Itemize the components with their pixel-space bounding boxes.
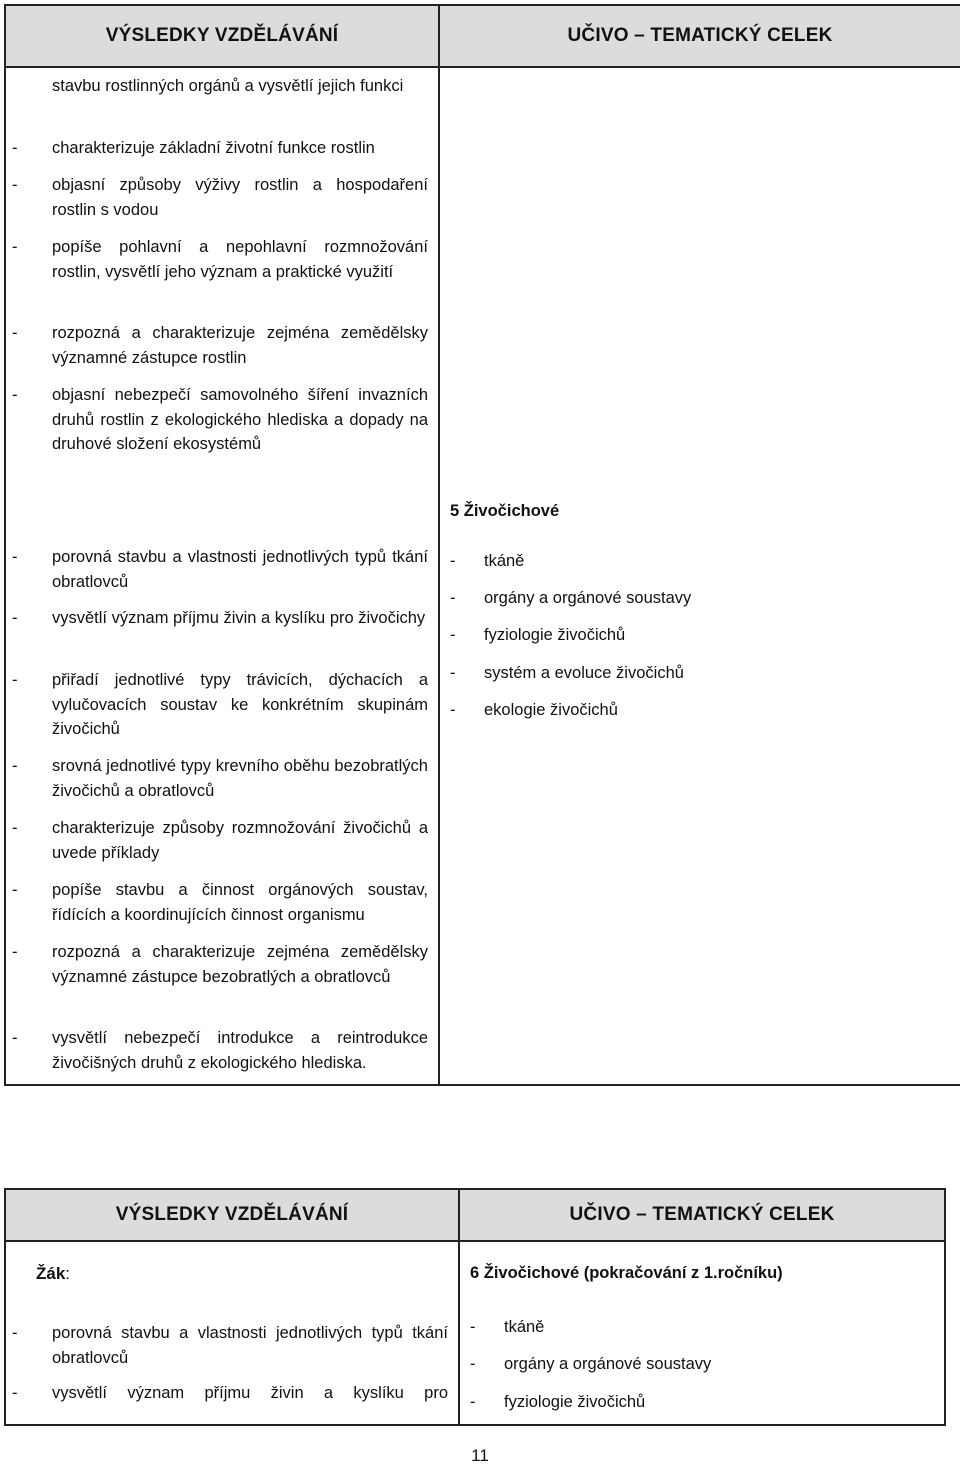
list-item: - charakterizuje základní životní funkce rostlin bbox=[12, 139, 375, 157]
topic-item: - tkáně bbox=[470, 1318, 545, 1336]
curriculum-topic-cell bbox=[439, 67, 960, 1085]
list-item: - srovná jednotlivé typy krevního oběhu bezobratlých živočichů a obratlovců bbox=[12, 757, 428, 800]
header-learning-outcomes: VÝSLEDKY VZDĚLÁVÁNÍ bbox=[5, 5, 439, 67]
list-item: stavbu rostlinných orgánů a vysvětlí jejich funkci bbox=[52, 77, 404, 95]
curriculum-table-2 bbox=[4, 1188, 946, 1426]
learning-outcomes-cell bbox=[5, 1241, 459, 1425]
header-learning-outcomes: VÝSLEDKY VZDĚLÁVÁNÍ bbox=[5, 1189, 459, 1241]
topic-item: - orgány a orgánové soustavy bbox=[450, 589, 692, 607]
topic-item: - orgány a orgánové soustavy bbox=[470, 1355, 712, 1373]
header-curriculum-topic: UČIVO – TEMATICKÝ CELEK bbox=[459, 1189, 945, 1241]
list-item: - vysvětlí nebezpečí introdukce a reintrodukce živočišných druhů z ekologického hlediska. bbox=[12, 1029, 428, 1072]
list-item: - rozpozná a charakterizuje zejména zemědělsky významné zástupce bezobratlých a obratlovců bbox=[12, 943, 428, 986]
list-item: - porovná stavbu a vlastnosti jednotlivých typů tkání obratlovců bbox=[12, 1324, 448, 1367]
curriculum-topic-cell bbox=[459, 1241, 945, 1425]
list-item: - vysvětlí význam příjmu živin a kyslíku pro bbox=[12, 1384, 448, 1402]
header-curriculum-topic: UČIVO – TEMATICKÝ CELEK bbox=[439, 5, 960, 67]
list-item: - popíše pohlavní a nepohlavní rozmnožování rostlin, vysvětlí jeho význam a praktické využití bbox=[12, 238, 428, 281]
list-item: - porovná stavbu a vlastnosti jednotlivých typů tkání obratlovců bbox=[12, 548, 428, 591]
section-title: 5 Živočichové bbox=[450, 502, 560, 520]
student-label: Žák: bbox=[36, 1264, 71, 1283]
topic-item: - tkáně bbox=[450, 552, 525, 570]
page-number: 11 bbox=[471, 1446, 489, 1465]
list-item: - objasní nebezpečí samovolného šíření invazních druhů rostlin z ekologického hlediska a dopady na druhové složení ekosystémů bbox=[12, 386, 428, 453]
topic-item: - systém a evoluce živočichů bbox=[450, 664, 684, 682]
topic-item: - fyziologie živočichů bbox=[470, 1393, 646, 1411]
topic-item: - ekologie živočichů bbox=[450, 701, 618, 719]
list-item: - vysvětlí význam příjmu živin a kyslíku pro živočichy bbox=[12, 609, 426, 627]
curriculum-table-1 bbox=[4, 4, 960, 1086]
list-item: - objasní způsoby výživy rostlin a hospodaření rostlin s vodou bbox=[12, 176, 428, 219]
list-item: - přiřadí jednotlivé typy trávicích, dýchacích a vylučovacích soustav ke konkrétním skupinám živočichů bbox=[12, 671, 428, 738]
list-item: - charakterizuje způsoby rozmnožování živočichů a uvede příklady bbox=[12, 819, 428, 862]
topic-item: - fyziologie živočichů bbox=[450, 626, 626, 644]
list-item: - rozpozná a charakterizuje zejména zemědělsky významné zástupce rostlin bbox=[12, 324, 428, 367]
learning-outcomes-cell bbox=[5, 67, 439, 1085]
section-title: 6 Živočichové (pokračování z 1.ročníku) bbox=[470, 1264, 783, 1282]
list-item: - popíše stavbu a činnost orgánových soustav, řídících a koordinujících činnost organismu bbox=[12, 881, 428, 924]
